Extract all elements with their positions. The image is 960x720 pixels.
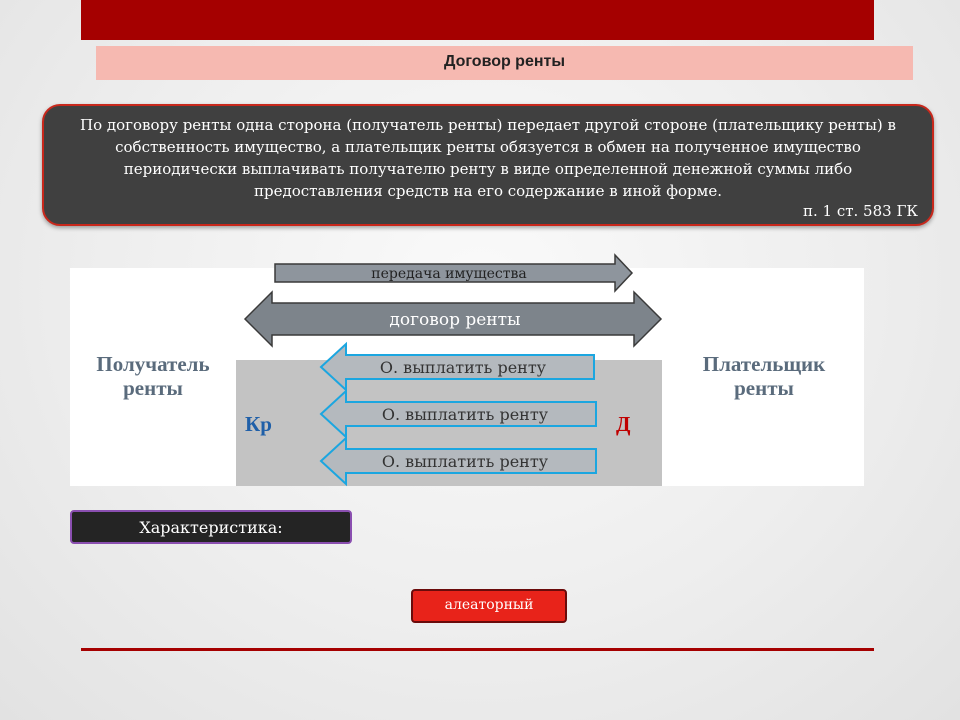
obligation-label-1: О. выплатить ренту (379, 358, 547, 377)
contract-arrow-label: договор ренты (389, 310, 521, 330)
transfer-arrow-label: передача имущества (371, 266, 527, 282)
characteristic-value-badge (411, 589, 567, 623)
page-title: Договор ренты (443, 53, 566, 70)
rent-recipient-label: Получатель ренты (96, 352, 210, 400)
legal-reference: п. 1 ст. 583 ГК (802, 202, 918, 220)
rent-payer-label: Плательщик ренты (702, 352, 826, 400)
creditor-label: Кр (245, 412, 272, 436)
obligation-label-3: О. выплатить ренту (381, 452, 549, 471)
characteristic-value: алеаторный (444, 597, 534, 613)
debtor-label: Д (616, 412, 631, 436)
characteristic-label-box (70, 510, 352, 544)
obligation-label-2: О. выплатить ренту (381, 405, 549, 424)
characteristic-label: Характеристика: (139, 518, 283, 537)
definition-text: По договору ренты одна сторона (получатель ренты) передает другой стороне (плательщику ренты) в собственность имущество, а плательщик ренты обязуется в обмен на полученное имущество периодически выплачивать получателю ренту в виде определенной денежной суммы либо предоставления средств на его содержание в иной форме. (80, 116, 896, 200)
bottom-divider (81, 648, 874, 651)
